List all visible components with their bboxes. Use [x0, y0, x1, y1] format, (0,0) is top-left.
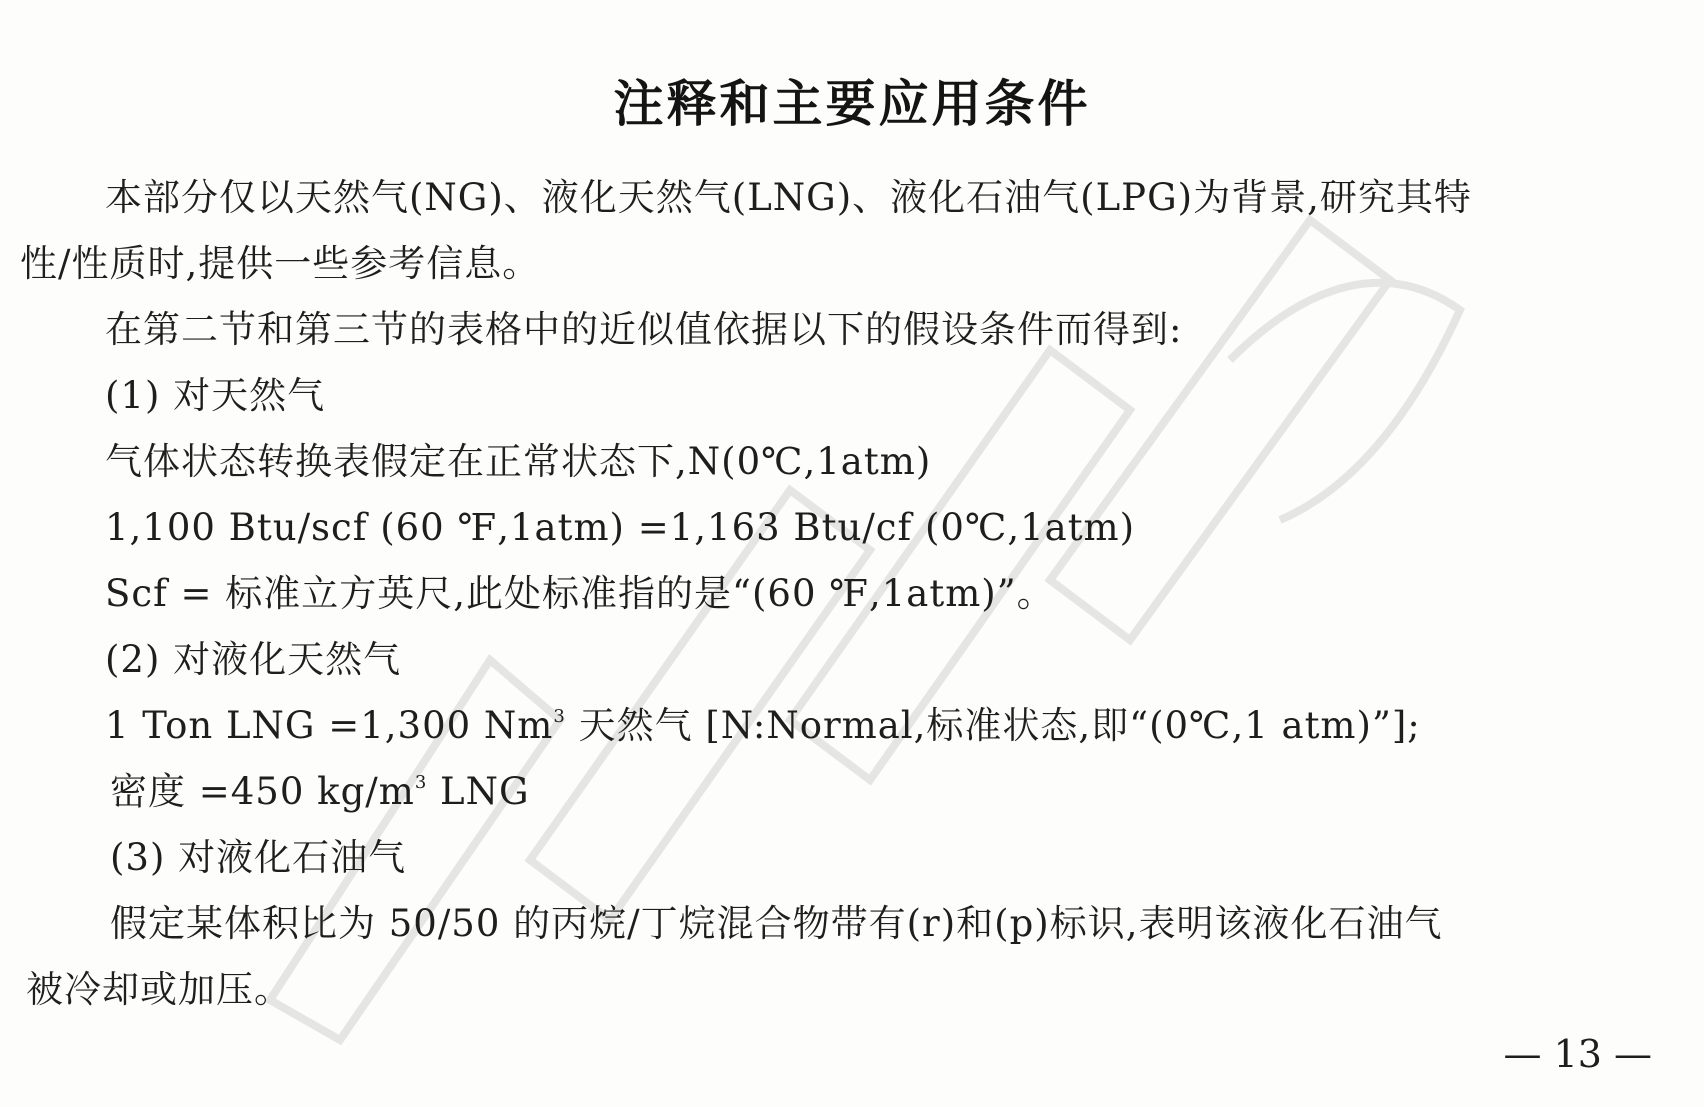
lng-conversion-text-tail: 天然气 [N:Normal,标准状态,即“(0℃,1 atm)”]; — [565, 704, 1421, 747]
section-1-line-3: Scf = 标准立方英尺,此处标准指的是“(60 ℉,1atm)”。 — [105, 572, 1055, 615]
section-2-line-2 — [110, 768, 530, 816]
lng-conversion-text: 1 Ton LNG =1,300 Nm — [105, 704, 554, 747]
page-title: 注释和主要应用条件 — [613, 75, 1091, 133]
section-3-line-1: 假定某体积比为 50/50 的丙烷/丁烷混合物带有(r)和(p)标识,表明该液化石油气 — [110, 902, 1443, 945]
density-text: 密度 =450 kg/m — [110, 770, 415, 813]
superscript-3: 3 — [414, 772, 428, 793]
intro-line-2: 性/性质时,提供一些参考信息。 — [20, 242, 541, 285]
section-1-line-2: 1,100 Btu/scf (60 ℉,1atm) =1,163 Btu/cf (0℃,1atm) — [105, 506, 1136, 549]
section-1-heading: (1) 对天然气 — [105, 374, 326, 417]
section-3-heading: (3) 对液化石油气 — [110, 836, 407, 879]
intro-line-1: 本部分仅以天然气(NG)、液化天然气(LNG)、液化石油气(LPG)为背景,研究其特 — [105, 176, 1472, 219]
section-1-line-1: 气体状态转换表假定在正常状态下,N(0℃,1atm) — [105, 440, 932, 483]
section-2-line-1 — [105, 702, 1421, 750]
section-3-line-2: 被冷却或加压。 — [26, 968, 292, 1011]
intro-line-3: 在第二节和第三节的表格中的近似值依据以下的假设条件而得到: — [105, 308, 1183, 351]
density-text-tail: LNG — [427, 770, 530, 813]
section-2-heading: (2) 对液化天然气 — [105, 638, 402, 681]
superscript-3: 3 — [553, 706, 566, 727]
page-number: — 13 — — [1503, 1032, 1652, 1076]
